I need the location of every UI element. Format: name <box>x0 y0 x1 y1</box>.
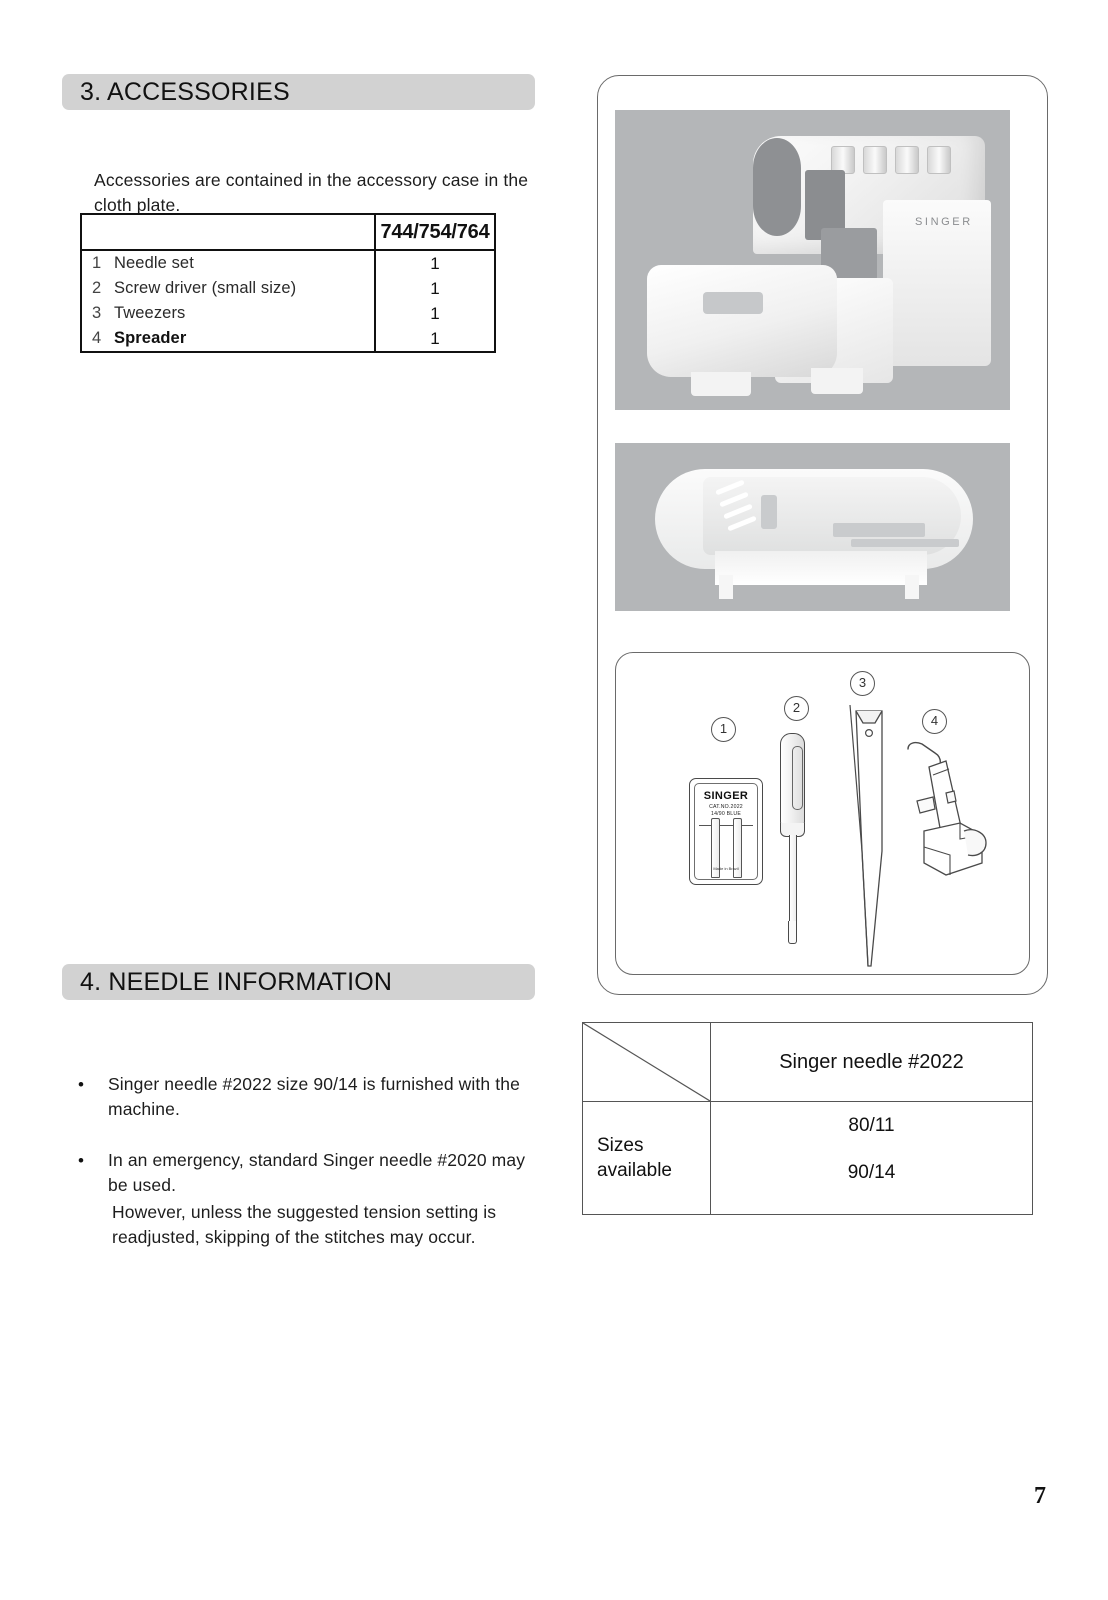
tweezers-illustration <box>844 701 894 971</box>
accessory-name-cell <box>81 301 375 326</box>
callout-4: 4 <box>922 709 947 734</box>
bullet-body <box>108 1072 544 1122</box>
needle-information-bullets <box>74 1072 544 1276</box>
accessory-lineart-box <box>615 652 1030 975</box>
screwdriver-handle-groove <box>792 746 803 810</box>
accessory-count: 1 <box>430 304 440 323</box>
case-needle-packet <box>833 523 925 537</box>
needle-table-diagonal-cell <box>583 1023 711 1102</box>
accessory-count: 1 <box>430 329 440 348</box>
machine-right-leg <box>811 368 863 394</box>
case-foot-right <box>905 575 919 599</box>
needle-size-value: 90/14 <box>847 1162 896 1183</box>
needle-packet-size: 14/90 BLUE <box>711 811 741 817</box>
accessories-model-header: 744/754/764 <box>375 214 495 250</box>
needle-packet-made-in: Made in Brazil <box>713 866 739 871</box>
needle-packet-band <box>699 825 753 826</box>
tension-dial-3 <box>895 146 919 174</box>
section-title-accessories: 3. ACCESSORIES <box>80 77 290 106</box>
bullet-text: Singer needle #2022 size 90/14 is furnished with the machine. <box>108 1074 520 1119</box>
case-base-plate <box>715 551 927 585</box>
accessory-name-cell <box>81 250 375 276</box>
page-number: 7 <box>1034 1483 1046 1509</box>
accessories-corner-cell <box>81 214 375 250</box>
table-row <box>583 1023 1033 1102</box>
accessories-table-body <box>81 250 495 352</box>
section-title-needle-information: 4. NEEDLE INFORMATION <box>80 967 393 996</box>
bullet-body <box>108 1148 544 1250</box>
machine-plate-recess <box>703 292 763 314</box>
machine-left-leg <box>691 372 751 396</box>
screwdriver-illustration <box>776 733 810 948</box>
diagonal-divider <box>583 1023 710 1101</box>
callout-2: 2 <box>784 696 809 721</box>
diagonal-line-svg <box>583 1023 710 1101</box>
table-row <box>81 301 495 326</box>
needle-size-table-body <box>583 1023 1033 1215</box>
machine-brand-label: SINGER <box>915 216 973 228</box>
accessory-index: 4 <box>92 329 102 347</box>
bullet-marker-icon: • <box>78 1151 84 1170</box>
section-header-needle-information <box>62 964 535 1000</box>
accessory-name-cell <box>81 326 375 352</box>
bullet-text: In an emergency, standard Singer needle #2020 may be used. <box>108 1150 526 1195</box>
needle-size-table <box>582 1022 1033 1215</box>
needle-table-sizes-values <box>711 1102 1033 1215</box>
accessory-label: Spreader <box>114 329 187 347</box>
needle-packet-catalog: CAT.NO.2022 <box>709 804 743 810</box>
table-row <box>81 250 495 276</box>
case-tweezers <box>851 539 959 547</box>
bullet-item <box>74 1072 544 1122</box>
table-row <box>81 214 495 250</box>
tweezers-svg <box>844 701 894 971</box>
accessory-name-wrap <box>82 301 374 326</box>
bullet-marker-icon: • <box>78 1075 84 1094</box>
machine-cloth-plate <box>647 265 837 377</box>
accessory-label: Needle set <box>114 254 194 272</box>
tension-dial-2 <box>863 146 887 174</box>
needle-packet-brand: SINGER <box>703 790 749 802</box>
accessory-index: 3 <box>92 304 102 322</box>
accessories-table <box>80 213 496 353</box>
table-row <box>81 276 495 301</box>
accessory-name-wrap <box>82 326 374 351</box>
callout-3: 3 <box>850 671 875 696</box>
table-row <box>583 1102 1033 1215</box>
accessory-name-wrap <box>82 276 374 301</box>
needle-size-value: 80/11 <box>848 1115 895 1136</box>
tension-dial-4 <box>927 146 951 174</box>
needle-packet-inner-border <box>694 783 758 880</box>
callout-1: 1 <box>711 717 736 742</box>
case-foot-left <box>719 575 733 599</box>
accessories-intro-text: Accessories are contained in the accessory case in the cloth plate. <box>94 169 529 215</box>
accessory-count-cell <box>375 276 495 301</box>
accessory-name-cell <box>81 276 375 301</box>
accessory-count-cell <box>375 301 495 326</box>
case-spreader-slot <box>761 495 777 529</box>
accessories-table-head <box>81 214 495 250</box>
needle-table-sizes-label <box>583 1102 711 1215</box>
needle-table-header-value: Singer needle #2022 <box>711 1023 1033 1102</box>
serger-machine-photo <box>615 110 1010 410</box>
machine-handwheel <box>753 138 801 236</box>
screwdriver-tip <box>788 921 797 944</box>
accessory-count: 1 <box>430 279 440 298</box>
table-row <box>81 326 495 352</box>
screwdriver-shaft <box>789 835 797 923</box>
accessory-index: 1 <box>92 254 102 272</box>
accessory-label: Screw driver (small size) <box>114 279 297 297</box>
accessory-name-wrap <box>82 251 374 276</box>
accessory-index: 2 <box>92 279 102 297</box>
spreader-svg <box>902 735 998 885</box>
bullet-subtext: However, unless the suggested tension setting is readjusted, skipping of the stitches may occur. <box>112 1202 497 1247</box>
needle-sizes-list <box>711 1102 1032 1214</box>
spreader-illustration <box>902 735 998 885</box>
sizes-available-label: Sizes available <box>597 1135 672 1181</box>
bullet-item <box>74 1148 544 1250</box>
section-header-accessories <box>62 74 535 110</box>
needle-packet-illustration <box>689 778 763 885</box>
screwdriver-handle <box>780 733 805 827</box>
accessory-case-photo <box>615 443 1010 611</box>
accessory-count: 1 <box>430 254 440 273</box>
accessory-count-cell <box>375 250 495 276</box>
accessory-count-cell <box>375 326 495 352</box>
accessory-label: Tweezers <box>114 304 186 322</box>
